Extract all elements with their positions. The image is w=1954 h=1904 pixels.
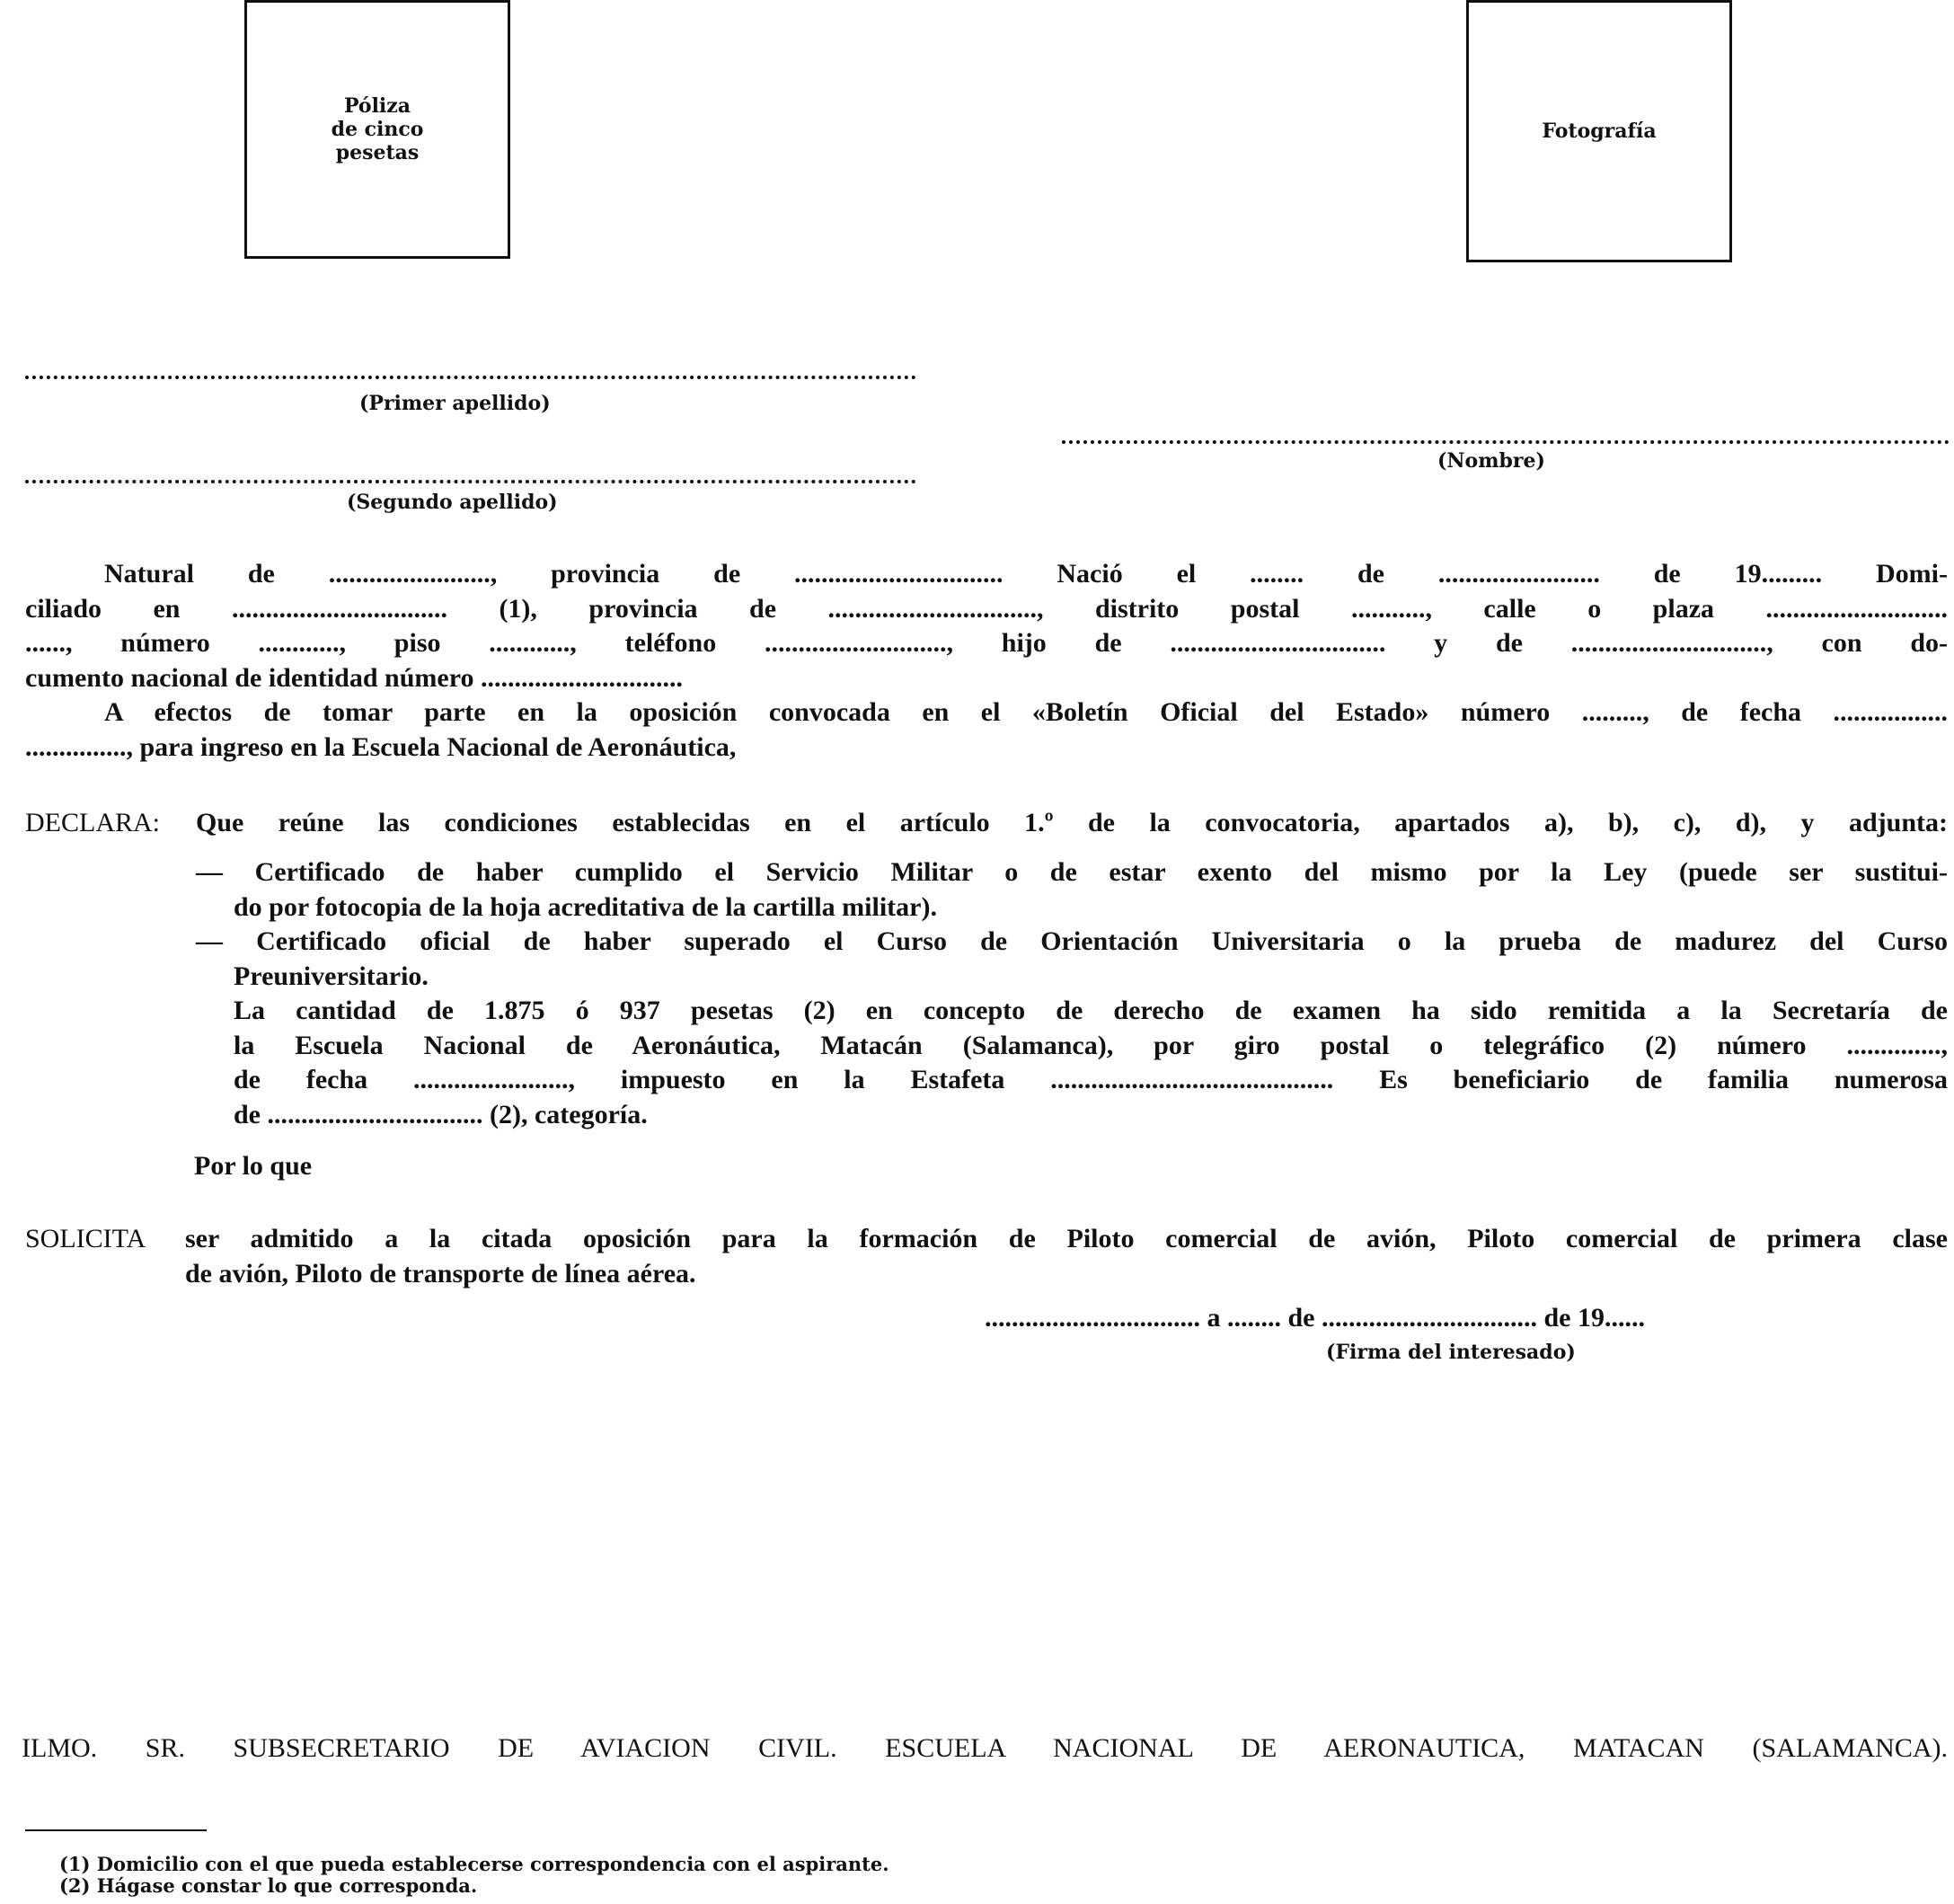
item-1-line-1: — Certificado de haber cumplido el Servicio Militar o de estar exento del mismo por la Ley (puede ser sustitui- (196, 857, 1948, 887)
second-surname-caption: (Segundo apellido) (347, 491, 558, 514)
addressee: ILMO. SR. SUBSECRETARIO DE AVIACION CIVIL. ESCUELA NACIONAL DE AERONAUTICA, MATACAN (SALAMANCA). (22, 1733, 1948, 1763)
signature-caption: (Firma del interesado) (1326, 1341, 1576, 1364)
fee-line: de ................................ (2), categoría. (234, 1099, 648, 1129)
fee-line: de fecha ......................., impuesto en la Estafeta .......................................... Es beneficiario de familia numerosa (234, 1065, 1948, 1094)
stamp-line-3: pesetas (335, 141, 420, 164)
footnote-2: (2) Hágase constar lo que corresponda. (59, 1874, 478, 1897)
body-line: A efectos de tomar parte en la oposición convocada en el «Boletín Oficial del Estado» número ........., de fecha ................. (104, 697, 1948, 727)
first-surname-caption: (Primer apellido) (359, 392, 551, 415)
body-line: Natural de ........................, provincia de ............................... Nació el ........ de ........................ de 19......... Domi- (104, 559, 1948, 589)
solicita-line-1: ser admitido a la citada oposición para la formación de Piloto comercial de avión, Piloto comercial de primera clase (185, 1224, 1948, 1253)
body-line: ciliado en ................................ (1), provincia de ..............................., distrito postal ..........., calle o plaza ........................... (25, 593, 1948, 624)
photo-label: Fotografía (1542, 120, 1657, 143)
first-surname-line[interactable] (25, 376, 916, 379)
por-lo-que: Por lo que (194, 1151, 313, 1181)
stamp-line-1: Póliza (343, 94, 411, 118)
fee-paragraph (234, 994, 1948, 1132)
personal-data-paragraph (25, 557, 1948, 765)
fee-line: La cantidad de 1.875 ó 937 pesetas (2) en concepto de derecho de examen ha sido remitida a la Secretaría de (234, 996, 1948, 1025)
solicita-text (185, 1222, 1948, 1291)
declara-label: DECLARA: (25, 808, 160, 837)
stamp-line-2: de cinco (331, 118, 424, 141)
name-line[interactable] (1062, 440, 1950, 444)
footnote-1: (1) Domicilio con el que pueda establecerse correspondencia con el aspirante. (59, 1853, 889, 1875)
body-line: cumento nacional de identidad número .............................. (25, 662, 683, 693)
photo-box (1466, 0, 1732, 262)
stamp-box (244, 0, 510, 259)
item-1-line-2: do por fotocopia de la hoja acreditativa de la cartilla militar). (234, 891, 937, 922)
item-2-line-2: Preuniversitario. (234, 961, 429, 991)
declara-intro: Que reúne las condiciones establecidas en el artículo 1.º de la convocatoria, apartados a), b), c), d), y adjunta: (196, 808, 1948, 837)
stamp-label (332, 94, 424, 164)
solicita-line-2: de avión, Piloto de transporte de línea aérea. (185, 1258, 696, 1289)
body-line: ......, número ............, piso ............, teléfono ..........................., hijo de ................................ y de ............................., con do- (25, 628, 1948, 658)
name-caption: (Nombre) (1437, 449, 1545, 473)
body-line: ..............., para ingreso en la Escuela Nacional de Aeronáutica, (25, 731, 737, 762)
second-surname-line[interactable] (25, 480, 916, 483)
footnote-rule (25, 1829, 207, 1831)
declara-items (196, 855, 1948, 994)
fee-line: la Escuela Nacional de Aeronáutica, Matacán (Salamanca), por giro postal o telegráfico (2) número .............., (234, 1030, 1948, 1060)
item-2-line-1: — Certificado oficial de haber superado el Curso de Orientación Universitaria o la prueba de madurez del Curso (196, 926, 1948, 956)
signature-place-date[interactable]: ................................ a ........ de ................................ de 19...... (985, 1303, 1645, 1333)
solicita-label: SOLICITA (25, 1224, 146, 1253)
